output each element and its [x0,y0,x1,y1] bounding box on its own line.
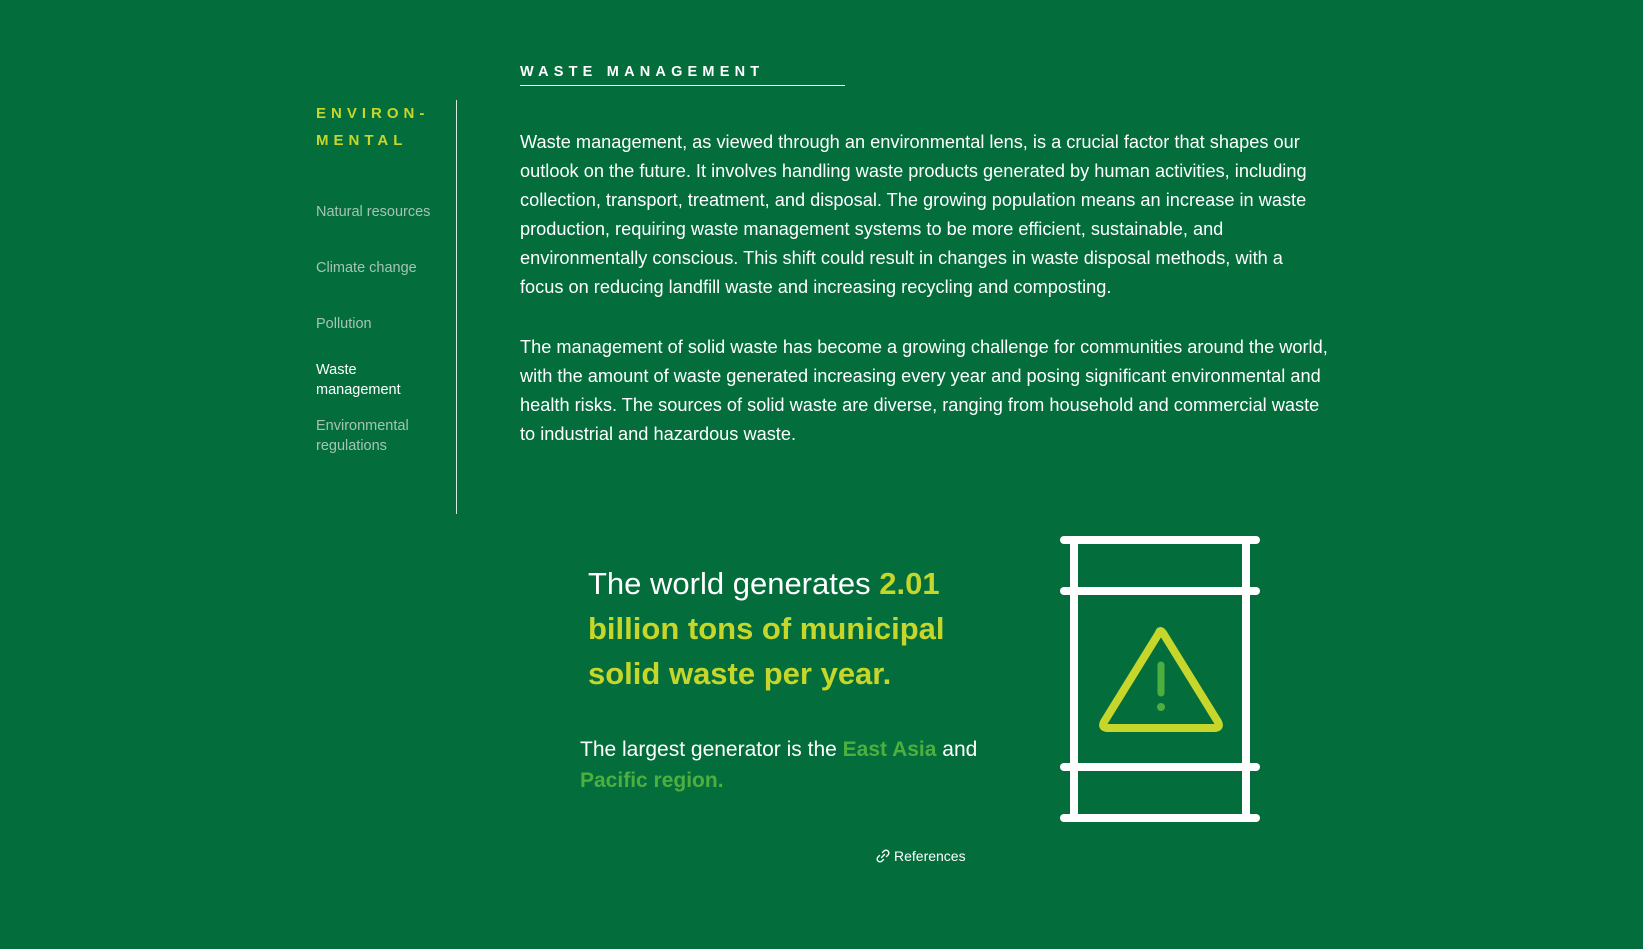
warning-icon [1103,631,1219,728]
region-highlight-east-asia: East Asia [842,738,937,761]
references-label: References [894,848,966,864]
sidebar-divider [456,100,457,514]
sidebar-item-waste-management[interactable]: Waste management [316,362,401,398]
sidebar-title-line1: ENVIRON- [316,105,430,122]
paragraph-1: Waste management, as viewed through an environmental lens, is a crucial factor that shapes our outlook on the future. It involves handling waste products generated by human activities, including collection, transport, treatment, and disposal. The growing population means an increase in waste production, requiring waste management systems to be more efficient, sustainable, and environmentally conscious. This shift could result in changes in waste disposal methods, with a focus on reducing landfill waste and increasing recycling and composting. [520,132,1307,297]
references-link[interactable] [876,848,966,864]
link-icon [876,849,890,863]
sidebar-item-pollution[interactable]: Pollution [316,316,372,332]
sidebar-item-climate-change[interactable]: Climate change [316,260,417,276]
region-highlight-pacific: Pacific region. [580,769,724,792]
sidebar-item-environmental-regulations[interactable]: Environmental regulations [316,418,409,454]
region-statement [580,734,1000,796]
region-prefix: The largest generator is the [580,738,843,761]
section-heading: WASTE MANAGEMENT [520,64,845,86]
barrel-warning-icon [1060,536,1260,822]
sidebar-title [316,100,456,154]
sidebar-title-line2: MENTAL [316,132,408,149]
sidebar [316,100,456,456]
stat-statement [588,561,988,696]
region-middle: and [936,738,978,761]
stat-highlight: 2.01 billion tons of municipal solid waste per year. [588,566,945,691]
sidebar-nav [316,202,456,456]
paragraph-2: The management of solid waste has become a growing challenge for communities around the world, with the amount of waste generated increasing every year and posing significant environmental and health risks. The sources of solid waste are diverse, ranging from household and commercial waste to industrial and hazardous waste. [520,337,1328,444]
stat-prefix: The world generates [588,566,880,601]
sidebar-item-natural-resources[interactable]: Natural resources [316,204,431,220]
